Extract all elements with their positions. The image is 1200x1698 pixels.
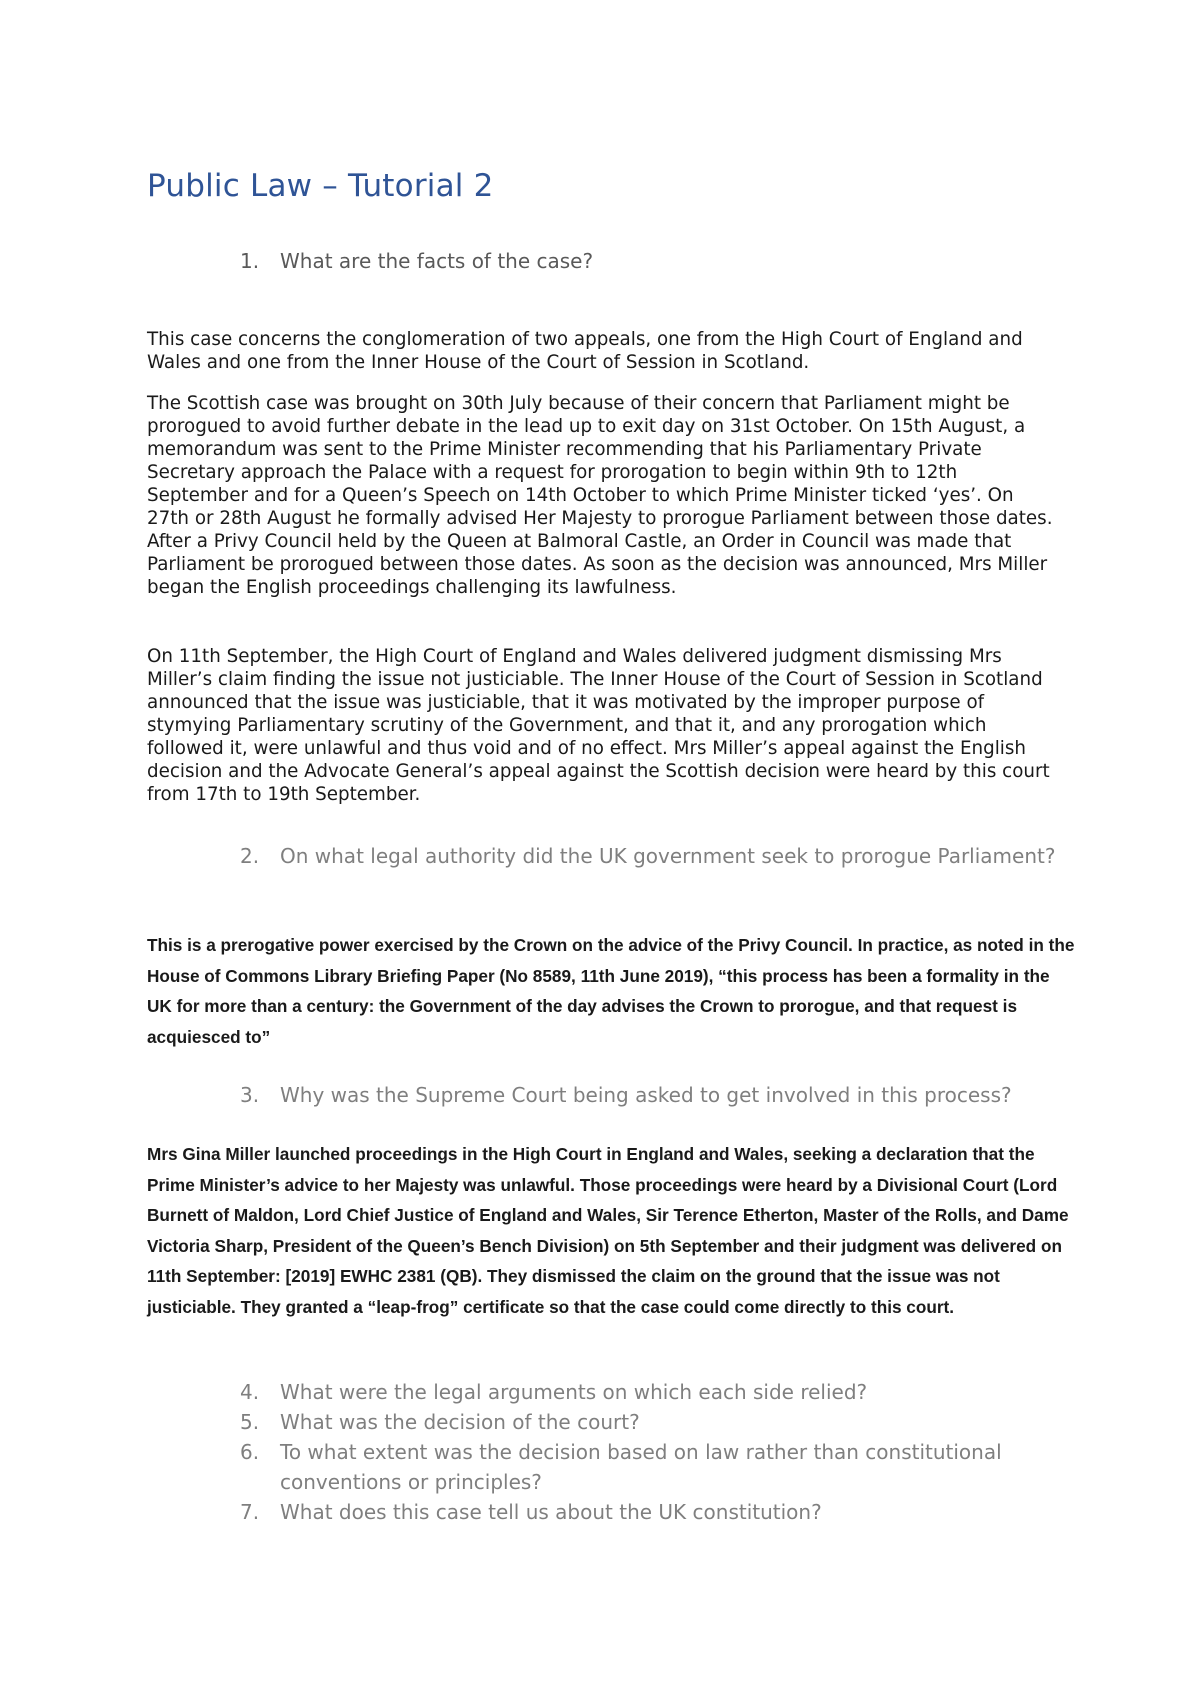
question-text: What were the legal arguments on which each side relied? <box>280 1380 868 1404</box>
list-item <box>240 1497 1100 1527</box>
body-paragraph: This case concerns the conglomeration of two appeals, one from the High Court of England and Wales and one from the Inner House of the Court of Session in Scotland. <box>147 329 1023 373</box>
question-number: 3. <box>240 1083 260 1107</box>
question-number: 2. <box>240 844 260 868</box>
remaining-questions-list <box>240 1377 1100 1527</box>
question-text: On what legal authority did the UK government seek to prorogue Parliament? <box>280 844 1056 868</box>
page-title: Public Law – Tutorial 2 <box>147 168 494 204</box>
list-item <box>240 1407 1100 1437</box>
body-paragraph: On 11th September, the High Court of England and Wales delivered judgment dismissing Mrs Miller’s claim finding the issue not justiciable. The Inner House of the Court of Session in Scotland announced that the issue was justiciable, that it was motivated by the improper purpose of stymying Parliamentary scrutiny of the Government, and that it, and any prorogation which followed it, were unlawful and thus void and of no effect. Mrs Miller’s appeal against the English decision and the Advocate General’s appeal against the Scottish decision were heard by this court from 17th to 19th September. <box>147 646 1050 805</box>
question-number: 4. <box>240 1380 260 1404</box>
question-text: To what extent was the decision based on law rather than constitutional conventions or principles? <box>280 1440 1002 1494</box>
list-item <box>240 1377 1100 1407</box>
question-number: 6. <box>240 1440 260 1464</box>
question-2 <box>240 842 1070 871</box>
question-text: What was the decision of the court? <box>280 1410 640 1434</box>
body-paragraph: The Scottish case was brought on 30th July because of their concern that Parliament might be prorogued to avoid further debate in the lead up to exit day on 31st October. On 15th August, a memorandum was sent to the Prime Minister recommending that his Parliamentary Private Secretary approach the Palace with a request for prorogation to begin within 9th to 12th September and for a Queen’s Speech on 14th October to which Prime Minister ticked ‘yes’. On 27th or 28th August he formally advised Her Majesty to prorogue Parliament between those dates. After a Privy Council held by the Queen at Balmoral Castle, an Order in Council was made that Parliament be prorogued between those dates. As soon as the decision was announced, Mrs Miller began the English proceedings challenging its lawfulness. <box>147 393 1053 598</box>
question-number: 5. <box>240 1410 260 1434</box>
answer-paragraph: Mrs Gina Miller launched proceedings in the High Court in England and Wales, seeking a declaration that the Prime Minister’s advice to her Majesty was unlawful. Those proceedings were heard by a Divisional Court (Lord Burnett of Maldon, Lord Chief Justice of England and Wales, Sir Terence Etherton, Master of the Rolls, and Dame Victoria Sharp, President of the Queen’s Bench Division) on 5th September and their judgment was delivered on 11th September: [2019] EWHC 2381 (QB). They dismissed the claim on the ground that the issue was not justiciable. They granted a “leap-frog” certificate so that the case could come directly to this court. <box>147 1144 1069 1317</box>
list-item <box>240 1437 1100 1497</box>
question-number: 7. <box>240 1500 260 1524</box>
question-3 <box>240 1081 1070 1110</box>
question-text: What does this case tell us about the UK constitution? <box>280 1500 822 1524</box>
question-text: What are the facts of the case? <box>280 249 594 273</box>
question-number: 1. <box>240 249 260 273</box>
question-text: Why was the Supreme Court being asked to get involved in this process? <box>280 1083 1012 1107</box>
answer-paragraph: This is a prerogative power exercised by the Crown on the advice of the Privy Council. In practice, as noted in the House of Commons Library Briefing Paper (No 8589, 11th June 2019), “this process has been a formality in the UK for more than a century: the Government of the day advises the Crown to prorogue, and that request is acquiesced to” <box>147 935 1075 1047</box>
question-1 <box>240 247 1070 276</box>
